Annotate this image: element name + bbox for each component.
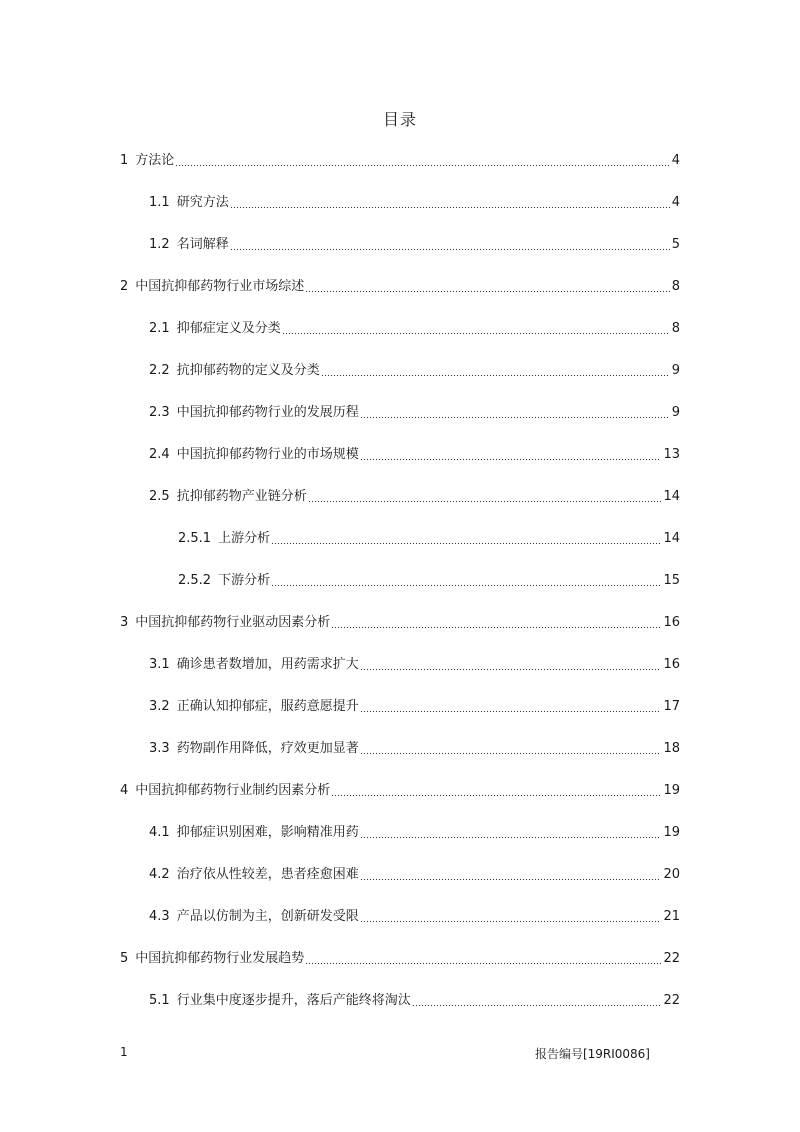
toc-entry-page: 4 xyxy=(671,195,680,210)
toc-entry-label: 正确认知抑郁症，服药意愿提升 xyxy=(176,699,359,714)
toc-entry-number: 4.3 xyxy=(149,909,170,924)
toc-entry-label: 中国抗抑郁药物行业的发展历程 xyxy=(176,405,359,420)
toc-entry-page: 13 xyxy=(663,447,680,462)
toc-leader-dots xyxy=(230,207,670,208)
toc-leader-dots xyxy=(412,1005,662,1006)
toc-leader-dots xyxy=(360,921,662,922)
toc-entry-4[interactable] xyxy=(120,781,680,801)
toc-entry-label: 中国抗抑郁药物行业发展趋势 xyxy=(135,951,305,966)
toc-entry-number: 1.2 xyxy=(149,237,170,252)
toc-leader-dots xyxy=(360,711,662,712)
toc-leader-dots xyxy=(271,543,661,544)
toc-entry-label: 抗抑郁药物产业链分析 xyxy=(176,489,307,504)
toc-entry-label: 中国抗抑郁药物行业制约因素分析 xyxy=(135,783,331,798)
toc-entry-page: 14 xyxy=(663,531,680,546)
toc-entry-page: 19 xyxy=(663,783,680,798)
toc-entry-label: 确诊患者数增加，用药需求扩大 xyxy=(176,657,359,672)
footer-page-number: 1 xyxy=(120,1045,128,1059)
toc-entry-label: 产品以仿制为主，创新研发受限 xyxy=(176,909,359,924)
toc-leader-dots xyxy=(308,501,662,502)
toc-entry-label: 中国抗抑郁药物行业驱动因素分析 xyxy=(135,615,331,630)
toc-entry-page: 20 xyxy=(663,867,680,882)
toc-leader-dots xyxy=(321,375,670,376)
toc-entry-number: 3.3 xyxy=(149,741,170,756)
toc-entry-1-2[interactable] xyxy=(149,235,680,255)
toc-entry-number: 2.4 xyxy=(149,447,170,462)
toc-leader-dots xyxy=(282,333,670,334)
toc-entry-page: 21 xyxy=(663,909,680,924)
toc-leader-dots xyxy=(331,795,661,796)
toc-leader-dots xyxy=(175,165,669,166)
toc-entry-number: 2 xyxy=(120,279,129,294)
toc-entry-5[interactable] xyxy=(120,949,680,969)
toc-entry-3-1[interactable] xyxy=(149,655,680,675)
toc-entry-number: 4.1 xyxy=(149,825,170,840)
toc-leader-dots xyxy=(360,459,662,460)
toc-entry-number: 5.1 xyxy=(149,993,170,1008)
toc-entry-page: 19 xyxy=(663,825,680,840)
toc-entry-page: 14 xyxy=(663,489,680,504)
footer-report-id: 报告编号[19RI0086] xyxy=(534,1047,650,1061)
toc-entry-2-5-1[interactable] xyxy=(178,529,680,549)
toc-entry-label: 药物副作用降低，疗效更加显著 xyxy=(176,741,359,756)
toc-leader-dots xyxy=(360,879,662,880)
toc-entry-page: 8 xyxy=(671,321,680,336)
toc-leader-dots xyxy=(360,837,662,838)
toc-entry-label: 抑郁症定义及分类 xyxy=(176,321,281,336)
toc-entry-1[interactable] xyxy=(120,151,680,171)
toc-entry-page: 4 xyxy=(671,153,680,168)
toc-leader-dots xyxy=(305,291,669,292)
toc-entry-2-4[interactable] xyxy=(149,445,680,465)
toc-entry-label: 研究方法 xyxy=(176,195,229,210)
toc-entry-5-1[interactable] xyxy=(149,991,680,1011)
toc-entry-4-2[interactable] xyxy=(149,865,680,885)
toc-entry-label: 下游分析 xyxy=(218,573,271,588)
toc-entry-2-2[interactable] xyxy=(149,361,680,381)
toc-entry-label: 抗抑郁药物的定义及分类 xyxy=(176,363,320,378)
toc-leader-dots xyxy=(360,669,662,670)
toc-entry-2-1[interactable] xyxy=(149,319,680,339)
toc-entry-page: 22 xyxy=(663,993,680,1008)
toc-leader-dots xyxy=(271,585,661,586)
toc-entry-page: 16 xyxy=(663,657,680,672)
toc-entry-2-5-2[interactable] xyxy=(178,571,680,591)
toc-entry-2[interactable] xyxy=(120,277,680,297)
toc-leader-dots xyxy=(360,753,662,754)
toc-entry-number: 2.2 xyxy=(149,363,170,378)
toc-entry-page: 8 xyxy=(671,279,680,294)
toc-entry-number: 1.1 xyxy=(149,195,170,210)
toc-entry-label: 中国抗抑郁药物行业市场综述 xyxy=(135,279,305,294)
toc-entry-label: 名词解释 xyxy=(176,237,229,252)
toc-entry-page: 18 xyxy=(663,741,680,756)
toc-entry-number: 2.5.1 xyxy=(178,531,212,546)
toc-entry-number: 3 xyxy=(120,615,129,630)
toc-entry-number: 5 xyxy=(120,951,129,966)
toc-entry-page: 17 xyxy=(663,699,680,714)
toc-entry-page: 9 xyxy=(671,363,680,378)
toc-entry-2-5[interactable] xyxy=(149,487,680,507)
toc-entry-number: 3.2 xyxy=(149,699,170,714)
toc-entry-number: 1 xyxy=(120,153,129,168)
toc-entry-page: 15 xyxy=(663,573,680,588)
toc-entry-label: 治疗依从性较差，患者痊愈困难 xyxy=(176,867,359,882)
toc-leader-dots xyxy=(331,627,661,628)
toc-entry-2-3[interactable] xyxy=(149,403,680,423)
toc-entry-label: 中国抗抑郁药物行业的市场规模 xyxy=(176,447,359,462)
toc-entry-number: 2.1 xyxy=(149,321,170,336)
toc-entry-label: 方法论 xyxy=(135,153,175,168)
toc-leader-dots xyxy=(305,963,661,964)
toc-entry-page: 5 xyxy=(671,237,680,252)
toc-entry-number: 2.3 xyxy=(149,405,170,420)
toc-entry-number: 2.5.2 xyxy=(178,573,212,588)
toc-entry-page: 22 xyxy=(663,951,680,966)
toc-leader-dots xyxy=(360,417,670,418)
toc-entry-3-2[interactable] xyxy=(149,697,680,717)
toc-entry-page: 16 xyxy=(663,615,680,630)
toc-entry-4-3[interactable] xyxy=(149,907,680,927)
toc-entry-number: 2.5 xyxy=(149,489,170,504)
toc-entry-4-1[interactable] xyxy=(149,823,680,843)
toc-entry-label: 上游分析 xyxy=(218,531,271,546)
toc-entry-label: 行业集中度逐步提升，落后产能终将淘汰 xyxy=(176,993,411,1008)
toc-entry-1-1[interactable] xyxy=(149,193,680,213)
toc-entry-number: 3.1 xyxy=(149,657,170,672)
toc-entry-label: 抑郁症识别困难，影响精准用药 xyxy=(176,825,359,840)
toc-entry-3-3[interactable] xyxy=(149,739,680,759)
toc-entry-page: 9 xyxy=(671,405,680,420)
toc-entry-3[interactable] xyxy=(120,613,680,633)
toc-entry-number: 4.2 xyxy=(149,867,170,882)
toc-title: 目录 xyxy=(382,110,417,129)
toc-entry-number: 4 xyxy=(120,783,129,798)
toc-leader-dots xyxy=(230,249,670,250)
